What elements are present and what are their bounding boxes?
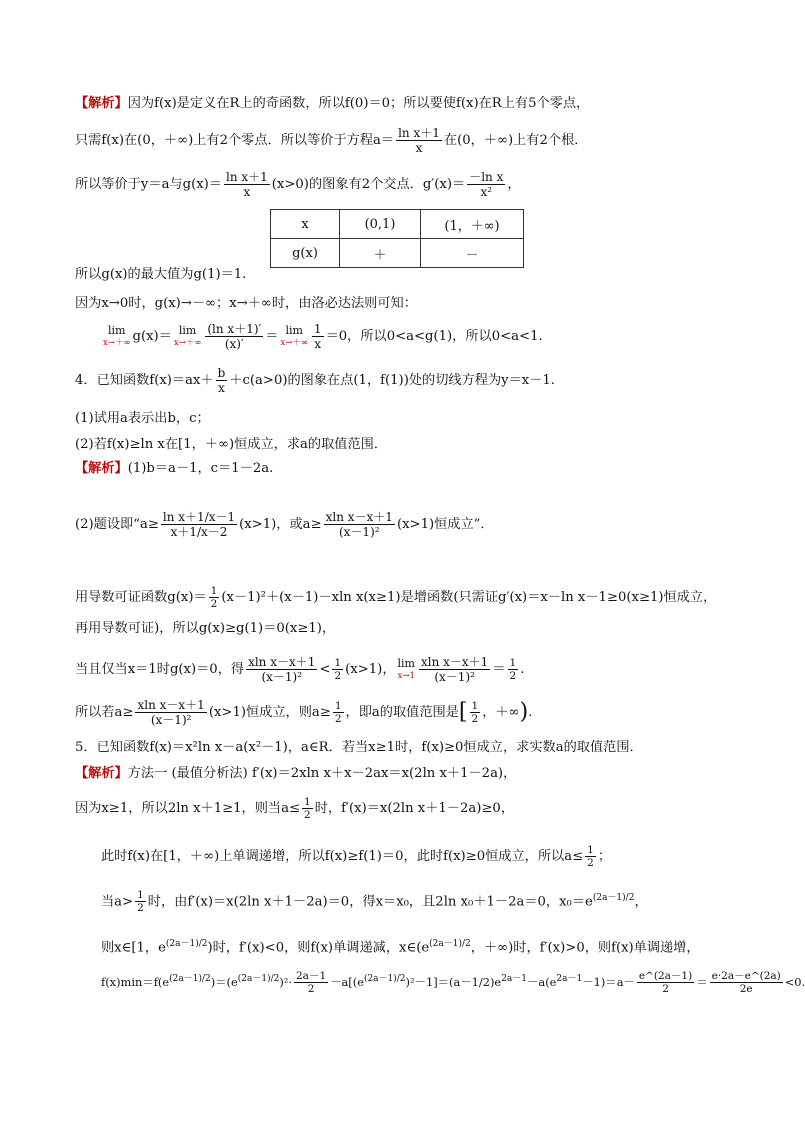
text: (a－1/2)e (449, 974, 502, 989)
fraction (205, 322, 263, 351)
fraction (324, 510, 395, 539)
text: (1)b＝a－1，c＝1－2a. (127, 461, 274, 476)
denominator: (x－1)² (261, 670, 303, 684)
table-cell: x (271, 210, 340, 239)
answer-5-line-5 (101, 935, 734, 957)
fraction (467, 170, 505, 199)
denominator: 2 (304, 809, 311, 821)
text: 4．已知函数f(x)＝ax＋ (75, 373, 214, 388)
text: 时，f′(x)＝x(2ln x＋1－2a)≥0， (314, 801, 515, 816)
denominator: x² (480, 185, 493, 199)
fraction (470, 700, 481, 725)
denominator: 2 (587, 857, 594, 869)
left-bracket: [ (458, 699, 468, 725)
analysis-line-5: 因为x→0时，g(x)→－∞；x→＋∞时，由洛必达法则可知： (75, 296, 417, 311)
denominator: 2 (307, 983, 315, 996)
text: 方法一 (127, 766, 168, 781)
sign-table (270, 209, 524, 268)
lim-text: lim (285, 323, 303, 337)
numerator: e^(2a－1) (638, 970, 693, 983)
numerator: xln x－x＋1 (325, 510, 393, 524)
lim-under: x→＋∞ (173, 337, 202, 348)
exponent: (2a－1)/2 (592, 893, 635, 903)
text: (x>0)的图象有2个交点．g′(x)＝ (271, 177, 466, 192)
numerator: 1 (334, 657, 342, 669)
numerator: ln x＋1/x－1 (162, 510, 236, 524)
limit (280, 325, 308, 349)
text: －1)＝a－ (582, 974, 635, 989)
denominator: x＋1/x－2 (170, 525, 228, 539)
answer-4-line-3 (75, 585, 734, 610)
numerator: ln x＋1 (225, 170, 268, 184)
text: )²－1]＝ (405, 974, 450, 989)
fraction (508, 657, 519, 682)
question-4 (75, 366, 734, 395)
fraction (161, 510, 237, 539)
numerator: ln x＋1 (398, 126, 440, 140)
answer-5-line-4 (101, 889, 734, 914)
text: (x>1)， (345, 662, 396, 677)
analysis-label: 【解析】 (75, 96, 128, 111)
fraction (419, 655, 490, 684)
numerator: 1 (471, 700, 479, 712)
text: ＝0，所以0<a<g(1)，所以0<a<1. (325, 329, 543, 344)
text: )²· (279, 974, 292, 989)
answer-5-line-3 (101, 844, 734, 869)
text: 此时f(x)在[1，＋∞)上单调递增，所以f(x)≥f(1)＝0，此时f(x)≥0恒成立，所以a≤ (101, 849, 584, 864)
text: f(x)min＝f(e (101, 974, 170, 989)
limit (398, 658, 415, 682)
text: (最值分析法) (171, 766, 248, 781)
denominator: x (415, 141, 423, 155)
denominator: 2 (471, 713, 479, 725)
exponent: 2a－1 (501, 974, 528, 984)
text: 当a> (101, 894, 134, 910)
denominator: (x－1)² (338, 525, 380, 539)
table-cell: ＋ (340, 239, 421, 268)
text: )＝(e (210, 974, 238, 989)
denominator: 2 (662, 983, 669, 996)
question-5: 5．已知函数f(x)＝x²ln x－a(x²－1)，a∈R．若当x≥1时，f(x)≥0恒成立，求实数a的取值范围． (75, 740, 643, 755)
table-cell: g(x) (271, 239, 340, 268)
denominator: x (243, 185, 251, 199)
fraction (710, 970, 783, 995)
text: 用导数可证函数g(x)＝ (75, 590, 207, 605)
limit (174, 325, 202, 349)
denominator: x (218, 381, 225, 395)
numerator: (ln x＋1)′ (207, 322, 262, 336)
text: 当且仅当x＝1时g(x)＝0，得 (75, 662, 245, 677)
answer-4-part-2 (75, 510, 734, 539)
text: ＋c(a>0)的图象在点(1，f(1))处的切线方程为y＝x－1. (229, 373, 555, 388)
denominator: 2 (137, 902, 144, 915)
text: 则x∈[1，e (101, 940, 166, 956)
exponent: (2a－1)/2 (429, 939, 471, 949)
numerator: 1 (137, 889, 144, 902)
exponent: (2a－1)/2 (169, 974, 211, 984)
text: . (528, 705, 533, 720)
answer-4-line-5 (75, 655, 734, 684)
numerator: 1 (313, 322, 322, 336)
fraction (246, 655, 317, 684)
text: ，＋∞ (482, 705, 520, 720)
question-4-part-2: (2)若f(x)≥ln x在[1，＋∞)恒成立，求a的取值范围． (75, 437, 388, 452)
text: (x>1)恒成立”． (396, 517, 494, 532)
numerator: xln x－x＋1 (248, 655, 316, 669)
text: 因为f(x)是定义在R上的奇函数，所以f(0)＝0；所以要使f(x)在R上有5个零点， (127, 96, 590, 111)
text: ＝ (265, 329, 279, 344)
fraction (637, 970, 694, 995)
fraction (333, 700, 344, 725)
text: (x－1)²＋(x－1)－xln x(x≥1)是增函数(只需证g′(x)＝x－ln x－1≥0(x≥1)恒成立， (221, 590, 717, 605)
text: 因为x≥1，所以2ln x＋1≥1，则当a≤ (75, 801, 301, 816)
text: －a[(e (330, 974, 364, 989)
denominator: (x)′ (224, 337, 244, 351)
table-cell: (1，＋∞) (421, 210, 524, 239)
answer-4-part-1 (75, 460, 734, 478)
numerator: 1 (587, 844, 594, 856)
analysis-line-2 (75, 126, 734, 155)
text: f′(x)＝2xln x＋x－2ax＝x(2ln x＋1－2a)， (251, 766, 517, 781)
table-cell: － (421, 239, 524, 268)
numerator: b (217, 366, 226, 380)
denominator: (x－1)² (434, 670, 475, 684)
denominator: 2 (334, 713, 342, 725)
text: 所以等价于y＝a与g(x)＝ (75, 177, 222, 192)
numerator: 1 (509, 657, 517, 669)
analysis-label: 【解析】 (75, 766, 128, 781)
limit (103, 325, 131, 349)
text: (x>1)，或a≥ (239, 517, 322, 532)
numerator: 1 (210, 585, 218, 597)
text: ，＋∞)时，f′(x)>0，则f(x)单调递增， (470, 940, 700, 956)
right-paren: ) (519, 699, 529, 725)
numerator: xln x－x＋1 (137, 698, 205, 712)
fraction (209, 585, 220, 610)
text: < (319, 662, 331, 677)
fraction (302, 796, 313, 821)
exponent: (2a－1)/2 (363, 974, 406, 984)
exponent: (2a－1)/2 (237, 974, 280, 984)
denominator: 2 (334, 670, 342, 682)
fraction (585, 844, 596, 869)
text: ，即a的取值范围是 (345, 705, 459, 720)
denominator: (x－1)² (150, 713, 192, 727)
text: (2)题设即“a≥ (75, 517, 159, 532)
analysis-line-1 (75, 95, 734, 113)
lim-under: x→1 (397, 670, 415, 681)
analysis-line-6 (101, 322, 734, 351)
numerator: xln x－x＋1 (420, 655, 489, 669)
text: －a(e (527, 974, 557, 989)
numerator: e·2a－e^(2a) (711, 970, 781, 983)
fraction (135, 889, 146, 914)
answer-5-line-2 (75, 796, 734, 821)
analysis-line-3 (75, 170, 734, 199)
lim-text: lim (397, 656, 415, 670)
numerator: 1 (334, 700, 342, 712)
numerator: －ln x (469, 170, 504, 184)
answer-5-line-1 (75, 765, 734, 783)
text: ＝ (696, 974, 708, 989)
text: ， (507, 177, 521, 192)
fraction (216, 366, 228, 395)
denominator: 2 (509, 670, 517, 682)
text: 所以若a≥ (75, 705, 134, 720)
analysis-line-4: 所以g(x)的最大值为g(1)＝1. (75, 267, 247, 282)
analysis-label: 【解析】 (75, 461, 128, 476)
lim-under: x→＋∞ (280, 337, 308, 348)
numerator: 1 (304, 796, 311, 808)
text: )时，f′(x)<0，则f(x)单调递减，x∈(e (207, 940, 430, 956)
text: (x>1)恒成立，则a≥ (208, 705, 331, 720)
text: 只需f(x)在(0，＋∞)上有2个零点．所以等价于方程a＝ (75, 133, 395, 148)
text: <0. (784, 974, 805, 989)
text: 在(0，＋∞)上有2个根． (443, 133, 588, 148)
table-cell: (0,1) (340, 210, 421, 239)
text: . (520, 662, 525, 677)
text: ， (634, 894, 648, 910)
text: 时，由f′(x)＝x(2ln x＋1－2a)＝0，得x＝x₀，且2ln x₀＋1－2a＝0，x₀＝e (147, 894, 593, 910)
lim-text: lim (108, 323, 126, 337)
numerator: 2a－1 (296, 970, 327, 983)
exponent: (2a－1)/2 (165, 939, 208, 949)
fraction (396, 126, 442, 155)
fraction (294, 970, 328, 995)
fraction (135, 698, 206, 727)
text: g(x)＝ (132, 329, 172, 344)
answer-4-line-6 (75, 698, 734, 727)
denominator: 2e (739, 983, 753, 996)
lim-text: lim (178, 323, 197, 337)
answer-4-line-4: 再用导数可证)，所以g(x)≥g(1)＝0(x≥1)， (75, 621, 336, 636)
fraction (224, 170, 270, 199)
text: ； (597, 849, 612, 864)
text: ＝ (492, 662, 506, 677)
question-4-part-1: (1)试用a表示出b，c； (75, 411, 210, 426)
lim-under: x→＋∞ (103, 337, 131, 348)
denominator: x (314, 337, 322, 351)
table-row (271, 210, 524, 239)
fraction (312, 322, 324, 351)
exponent: 2a－1 (556, 974, 583, 984)
denominator: 2 (210, 598, 218, 610)
table-row (271, 239, 524, 268)
fraction (332, 657, 343, 682)
